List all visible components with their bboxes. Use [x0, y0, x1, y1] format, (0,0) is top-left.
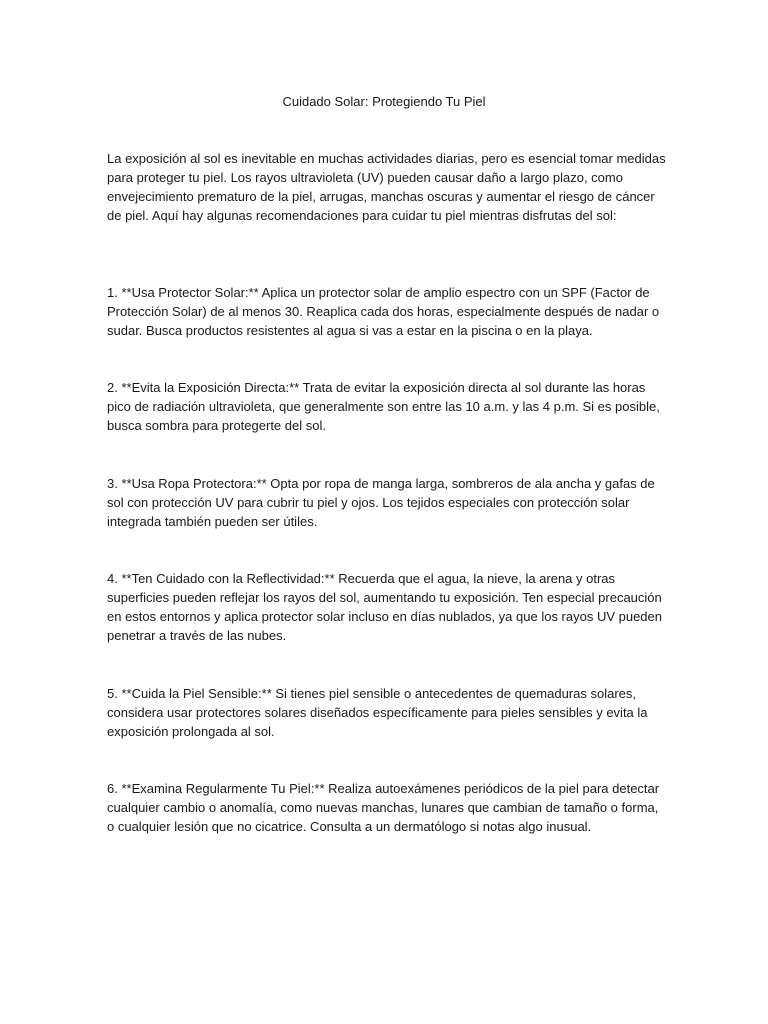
intro-paragraph: La exposición al sol es inevitable en muchas actividades diarias, pero es esencial tomar medidas para proteger tu piel. Los rayos ultravioleta (UV) pueden causar daño a largo plazo, como envejecimiento prematuro de la piel, arrugas, manchas oscuras y aumentar el riesgo de cáncer de piel. Aquí hay algunas recomendaciones para cuidar tu piel mientras disfrutas del sol: [107, 151, 666, 223]
list-item: 2. **Evita la Exposición Directa:** Trata de evitar la exposición directa al sol durante las horas pico de radiación ultravioleta, que generalmente son entre las 10 a.m. y las 4 p.m. Si es posible, busca sombra para protegerte del sol. [107, 380, 660, 433]
list-item: 1. **Usa Protector Solar:** Aplica un protector solar de amplio espectro con un SPF (Factor de Protección Solar) de al menos 30. Reaplica cada dos horas, especialmente después de nadar o sudar. Busca productos resistentes al agua si vas a estar en la piscina o en la playa. [107, 285, 660, 338]
page-title: Cuidado Solar: Protegiendo Tu Piel [282, 94, 486, 109]
list-item: 5. **Cuida la Piel Sensible:** Si tienes piel sensible o antecedentes de quemaduras solares, considera usar protectores solares diseñados específicamente para pieles sensibles y evita la exposición prolongada al sol. [107, 686, 648, 739]
list-item: 4. **Ten Cuidado con la Reflectividad:** Recuerda que el agua, la nieve, la arena y otras superficies pueden reflejar los rayos del sol, aumentando tu exposición. Ten especial precaución en estos entornos y aplica protector solar incluso en días nublados, ya que los rayos UV pueden penetrar a través de las nubes. [107, 571, 663, 643]
list-item: 6. **Examina Regularmente Tu Piel:** Realiza autoexámenes periódicos de la piel para detectar cualquier cambio o anomalía, como nuevas manchas, lunares que cambian de tamaño o forma, o cualquier lesión que no cicatrice. Consulta a un dermatólogo si notas algo inusual. [107, 781, 660, 834]
list-item: 3. **Usa Ropa Protectora:** Opta por ropa de manga larga, sombreros de ala ancha y gafas de sol con protección UV para cubrir tu piel y ojos. Los tejidos especiales con protección solar integrada también pueden ser útiles. [107, 476, 655, 529]
